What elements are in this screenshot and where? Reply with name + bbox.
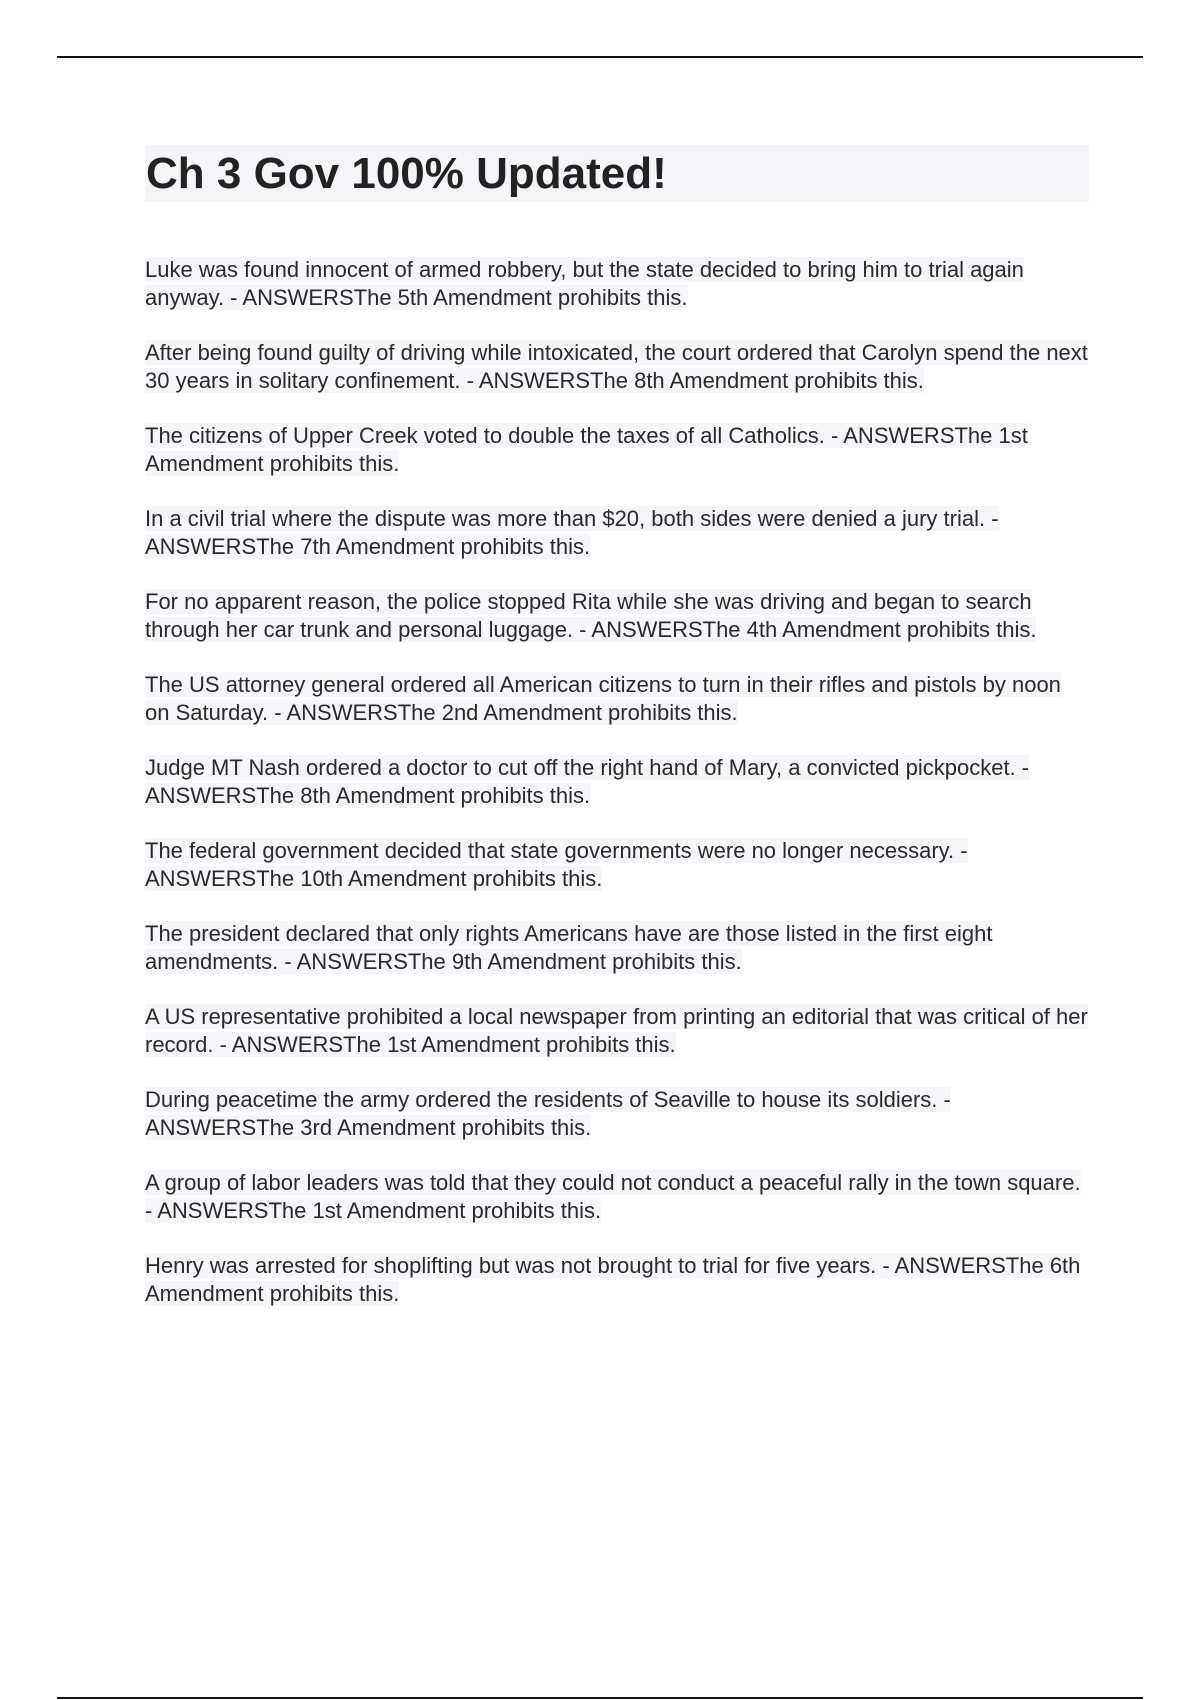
qa-item	[145, 754, 1090, 810]
qa-item	[145, 505, 1090, 561]
qa-item-text: For no apparent reason, the police stopped Rita while she was driving and began to search through her car trunk and personal luggage. - ANSWERSThe 4th Amendment prohibits this.	[145, 589, 1037, 642]
qa-item	[145, 1003, 1090, 1059]
qa-item-text: After being found guilty of driving while intoxicated, the court ordered that Carolyn spend the next 30 years in solitary confinement. - ANSWERSThe 8th Amendment prohibits this.	[145, 340, 1088, 393]
qa-item-text: The federal government decided that state governments were no longer necessary. - ANSWERSThe 10th Amendment prohibits this.	[145, 838, 968, 891]
qa-item-text: The president declared that only rights Americans have are those listed in the first eight amendments. - ANSWERSThe 9th Amendment prohibits this.	[145, 921, 993, 974]
qa-item	[145, 671, 1090, 727]
qa-item	[145, 1086, 1090, 1142]
page-title: Ch 3 Gov 100% Updated!	[146, 149, 667, 198]
qa-item	[145, 1252, 1090, 1308]
bottom-rule	[57, 1697, 1143, 1699]
qa-item-text: The citizens of Upper Creek voted to double the taxes of all Catholics. - ANSWERSThe 1st Amendment prohibits this.	[145, 423, 1028, 476]
qa-item-text: A US representative prohibited a local newspaper from printing an editorial that was critical of her record. - ANSWERSThe 1st Amendment prohibits this.	[145, 1004, 1088, 1057]
qa-item-text: During peacetime the army ordered the residents of Seaville to house its soldiers. - ANSWERSThe 3rd Amendment prohibits this.	[145, 1087, 951, 1140]
qa-item-text: Judge MT Nash ordered a doctor to cut off the right hand of Mary, a convicted pickpocket. - ANSWERSThe 8th Amendment prohibits this.	[145, 755, 1030, 808]
qa-list	[145, 256, 1090, 1335]
qa-item	[145, 422, 1090, 478]
title-band	[145, 145, 1089, 202]
qa-item	[145, 588, 1090, 644]
qa-item	[145, 920, 1090, 976]
qa-item	[145, 339, 1090, 395]
qa-item	[145, 837, 1090, 893]
qa-item	[145, 1169, 1090, 1225]
top-rule	[57, 56, 1143, 58]
qa-item-text: In a civil trial where the dispute was more than $20, both sides were denied a jury trial. - ANSWERSThe 7th Amendment prohibits this.	[145, 506, 999, 559]
qa-item-text: The US attorney general ordered all American citizens to turn in their rifles and pistols by noon on Saturday. - ANSWERSThe 2nd Amendment prohibits this.	[145, 672, 1061, 725]
qa-item-text: Henry was arrested for shoplifting but was not brought to trial for five years. - ANSWERSThe 6th Amendment prohibits this.	[145, 1253, 1081, 1306]
qa-item-text: A group of labor leaders was told that they could not conduct a peaceful rally in the town square. - ANSWERSThe 1st Amendment prohibits this.	[145, 1170, 1081, 1223]
qa-item	[145, 256, 1090, 312]
qa-item-text: Luke was found innocent of armed robbery, but the state decided to bring him to trial again anyway. - ANSWERSThe 5th Amendment prohibits this.	[145, 257, 1024, 310]
